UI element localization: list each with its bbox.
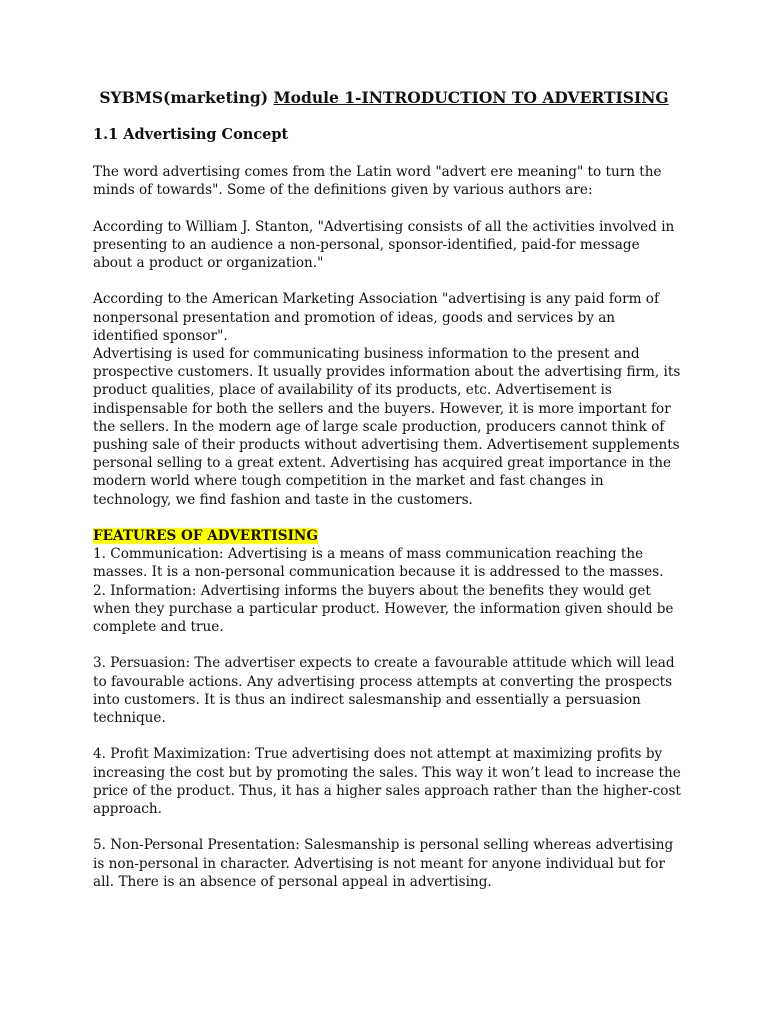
- stanton-definition: According to William J. Stanton, "Advertising consists of all the activities involved in presenting to an audience a non-personal, sponsor-identified, paid-for message about a product or organization.": [93, 218, 675, 271]
- paragraph-gap: [93, 199, 681, 217]
- document-title: [0, 88, 768, 108]
- feature-profit-maximization: 4. Profit Maximization: True advertising does not attempt at maximizing profits by increasing the cost but by promoting the sales. This way it won’t lead to increase the price of the product. Thus, it has a higher sales approach rather than the higher-cost approach.: [93, 746, 681, 818]
- title-prefix: SYBMS(marketing): [99, 88, 269, 107]
- paragraph-gap: [93, 818, 681, 836]
- paragraph-gap: [93, 727, 681, 745]
- title-main: Module 1-INTRODUCTION TO ADVERTISING: [273, 88, 669, 107]
- usage-paragraph: Advertising is used for communicating business information to the present and prospective customers. It usually provides information about the advertising firm, its product qualities, place of availability of its products, etc. Advertisement is indispensable for both the sellers and the buyers. However, it is more important for the sellers. In the modern age of large scale production, producers cannot think of pushing sale of their products without advertising them. Advertisement supplements personal selling to a great extent. Advertising has acquired great importance in the modern world where tough competition in the market and fast changes in technology, we find fashion and taste in the customers.: [93, 346, 681, 508]
- feature-information: 2. Information: Advertising informs the buyers about the benefits they would get when they purchase a particular product. However, the information given should be complete and true.: [93, 582, 674, 636]
- paragraph-gap: [93, 509, 681, 527]
- paragraph-gap: [93, 636, 681, 654]
- document-body: [93, 163, 681, 891]
- feature-persuasion: 3. Persuasion: The advertiser expects to create a favourable attitude which will lead to favourable actions. Any advertising process attempts at converting the prospects into customers. It is thus an indirect salesmanship and essentially a persuasion technique.: [93, 655, 675, 727]
- section-heading: 1.1 Advertising Concept: [93, 126, 289, 143]
- feature-non-personal-presentation: 5. Non-Personal Presentation: Salesmanship is personal selling whereas advertising is non-personal in character. Advertising is not meant for anyone individual but for all. There is an absence of personal appeal in advertising.: [93, 837, 674, 890]
- ama-definition: According to the American Marketing Association "advertising is any paid form of nonpersonal presentation and promotion of ideas, goods and services by an identified sponsor".: [93, 291, 659, 344]
- intro-paragraph: The word advertising comes from the Latin word "advert ere meaning" to turn the minds of towards". Some of the definitions given by various authors are:: [93, 164, 662, 199]
- paragraph-gap: [93, 272, 681, 290]
- feature-communication: 1. Communication: Advertising is a means of mass communication reaching the masses. It is a non-personal communication because it is addressed to the masses.: [93, 546, 664, 581]
- features-heading-line: [93, 527, 681, 545]
- features-heading: FEATURES OF ADVERTISING: [93, 528, 318, 545]
